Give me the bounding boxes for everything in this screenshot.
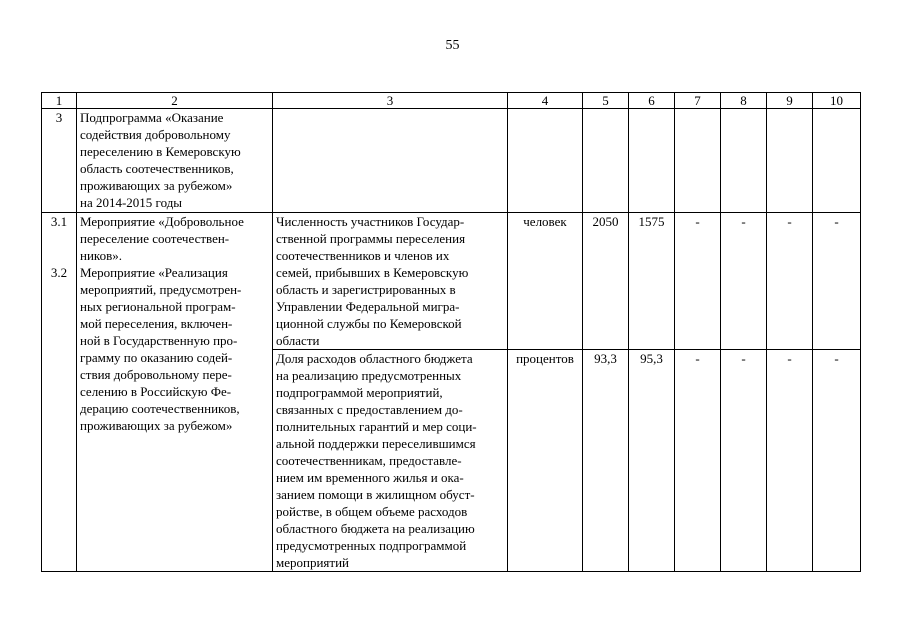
- subprogram-name-line: содействия добровольному: [80, 127, 231, 142]
- indicators-table: [41, 92, 861, 572]
- measure-3-2-line: дерацию соотечественников,: [80, 401, 240, 416]
- subprogram-name-line: на 2014-2015 годы: [80, 195, 183, 210]
- measure-3-2-line: проживающих за рубежом»: [80, 418, 233, 433]
- indicator-2-col10: -: [813, 350, 861, 572]
- header-cell-10: 10: [813, 93, 861, 109]
- measure-3-2-line: ствия добровольному пере-: [80, 367, 232, 382]
- header-cell-8: 8: [721, 93, 767, 109]
- measure-3-2-line: грамму по оказанию содей-: [80, 350, 233, 365]
- subprogram-name-line: Подпрограмма «Оказание: [80, 110, 224, 125]
- indicator-1-text: [273, 213, 508, 350]
- measure-3-1-line: Мероприятие «Добровольное: [80, 214, 244, 229]
- subprogram-number: 3: [42, 109, 77, 213]
- indicator-2-line: на реализацию предусмотренных: [276, 368, 462, 383]
- indicator-2-line: полнительных гарантий и мер соци-: [276, 419, 477, 434]
- indicator-1-col10: -: [813, 213, 861, 350]
- indicator-2-line: нием им временного жилья и ока-: [276, 470, 464, 485]
- indicator-row-1: [42, 213, 861, 350]
- header-cell-9: 9: [767, 93, 813, 109]
- indicator-1-line: соотечественников и членов их: [276, 248, 450, 263]
- header-cell-5: 5: [583, 93, 629, 109]
- measure-numbers: [42, 213, 77, 572]
- empty-cell: [583, 109, 629, 213]
- page-number: 55: [445, 38, 460, 53]
- indicator-1-col8: -: [721, 213, 767, 350]
- indicator-1-col7: -: [675, 213, 721, 350]
- measure-3-2-line: мероприятий, предусмотрен-: [80, 282, 242, 297]
- subprogram-name-line: проживающих за рубежом»: [80, 178, 233, 193]
- measure-3-2-line: Мероприятие «Реализация: [80, 265, 228, 280]
- measure-3-2-line: ной в Государственную про-: [80, 333, 238, 348]
- indicator-2-line: альной поддержки переселившимся: [276, 436, 476, 451]
- indicator-1-line: Управлении Федеральной мигра-: [276, 299, 460, 314]
- subprogram-name: [77, 109, 273, 213]
- indicator-2-text: [273, 350, 508, 572]
- indicator-2-col9: -: [767, 350, 813, 572]
- indicator-2-line: соотечественникам, предоставле-: [276, 453, 462, 468]
- measure-number-gap: [45, 230, 73, 247]
- header-row: [42, 93, 861, 109]
- measure-3-2-line: мой переселения, включен-: [80, 316, 233, 331]
- indicator-2-unit: процентов: [508, 350, 583, 572]
- indicator-2-line: областного бюджета на реализацию: [276, 521, 475, 536]
- indicator-2-line: предусмотренных подпрограммой: [276, 538, 467, 553]
- measure-number-3-1: 3.1: [50, 214, 68, 229]
- header-cell-7: 7: [675, 93, 721, 109]
- header-cell-1: 1: [42, 93, 77, 109]
- empty-cell: [721, 109, 767, 213]
- empty-cell: [813, 109, 861, 213]
- measure-names: [77, 213, 273, 572]
- measure-number-3-2: 3.2: [50, 265, 68, 280]
- indicator-1-line: семей, прибывших в Кемеровскую: [276, 265, 469, 280]
- measure-3-1-line: переселение соотечествен-: [80, 231, 230, 246]
- indicator-1-line: Численность участников Государ-: [276, 214, 465, 229]
- indicator-2-col6: 95,3: [629, 350, 675, 572]
- measure-3-1-line: ников».: [80, 248, 122, 263]
- indicator-2-col7: -: [675, 350, 721, 572]
- subprogram-row: [42, 109, 861, 213]
- header-cell-4: 4: [508, 93, 583, 109]
- indicator-2-line: мероприятий: [276, 555, 349, 570]
- indicator-2-line: ройстве, в общем объеме расходов: [276, 504, 468, 519]
- subprogram-name-line: область соотечественников,: [80, 161, 234, 176]
- indicator-1-line: область и зарегистрированных в: [276, 282, 456, 297]
- indicator-1-col9: -: [767, 213, 813, 350]
- indicator-1-col5: 2050: [583, 213, 629, 350]
- indicator-1-line: ственной программы переселения: [276, 231, 466, 246]
- empty-cell: [767, 109, 813, 213]
- indicator-2-line: занием помощи в жилищном обуст-: [276, 487, 475, 502]
- measure-3-2-line: ных региональной програм-: [80, 299, 236, 314]
- indicator-2-line: подпрограммой мероприятий,: [276, 385, 443, 400]
- header-cell-3: 3: [273, 93, 508, 109]
- measure-3-2-line: селению в Российскую Фе-: [80, 384, 232, 399]
- empty-cell: [675, 109, 721, 213]
- empty-cell: [508, 109, 583, 213]
- indicator-2-col8: -: [721, 350, 767, 572]
- empty-cell: [629, 109, 675, 213]
- indicator-2-line: связанных с предоставлением до-: [276, 402, 463, 417]
- indicator-1-col6: 1575: [629, 213, 675, 350]
- indicator-1-unit: человек: [508, 213, 583, 350]
- measure-number-gap: [45, 247, 73, 264]
- subprogram-name-line: переселению в Кемеровскую: [80, 144, 241, 159]
- indicator-2-line: Доля расходов областного бюджета: [276, 351, 473, 366]
- header-cell-6: 6: [629, 93, 675, 109]
- empty-cell: [273, 109, 508, 213]
- indicator-2-col5: 93,3: [583, 350, 629, 572]
- indicator-1-line: ционной службы по Кемеровской: [276, 316, 462, 331]
- header-cell-2: 2: [77, 93, 273, 109]
- indicator-1-line: области: [276, 333, 320, 348]
